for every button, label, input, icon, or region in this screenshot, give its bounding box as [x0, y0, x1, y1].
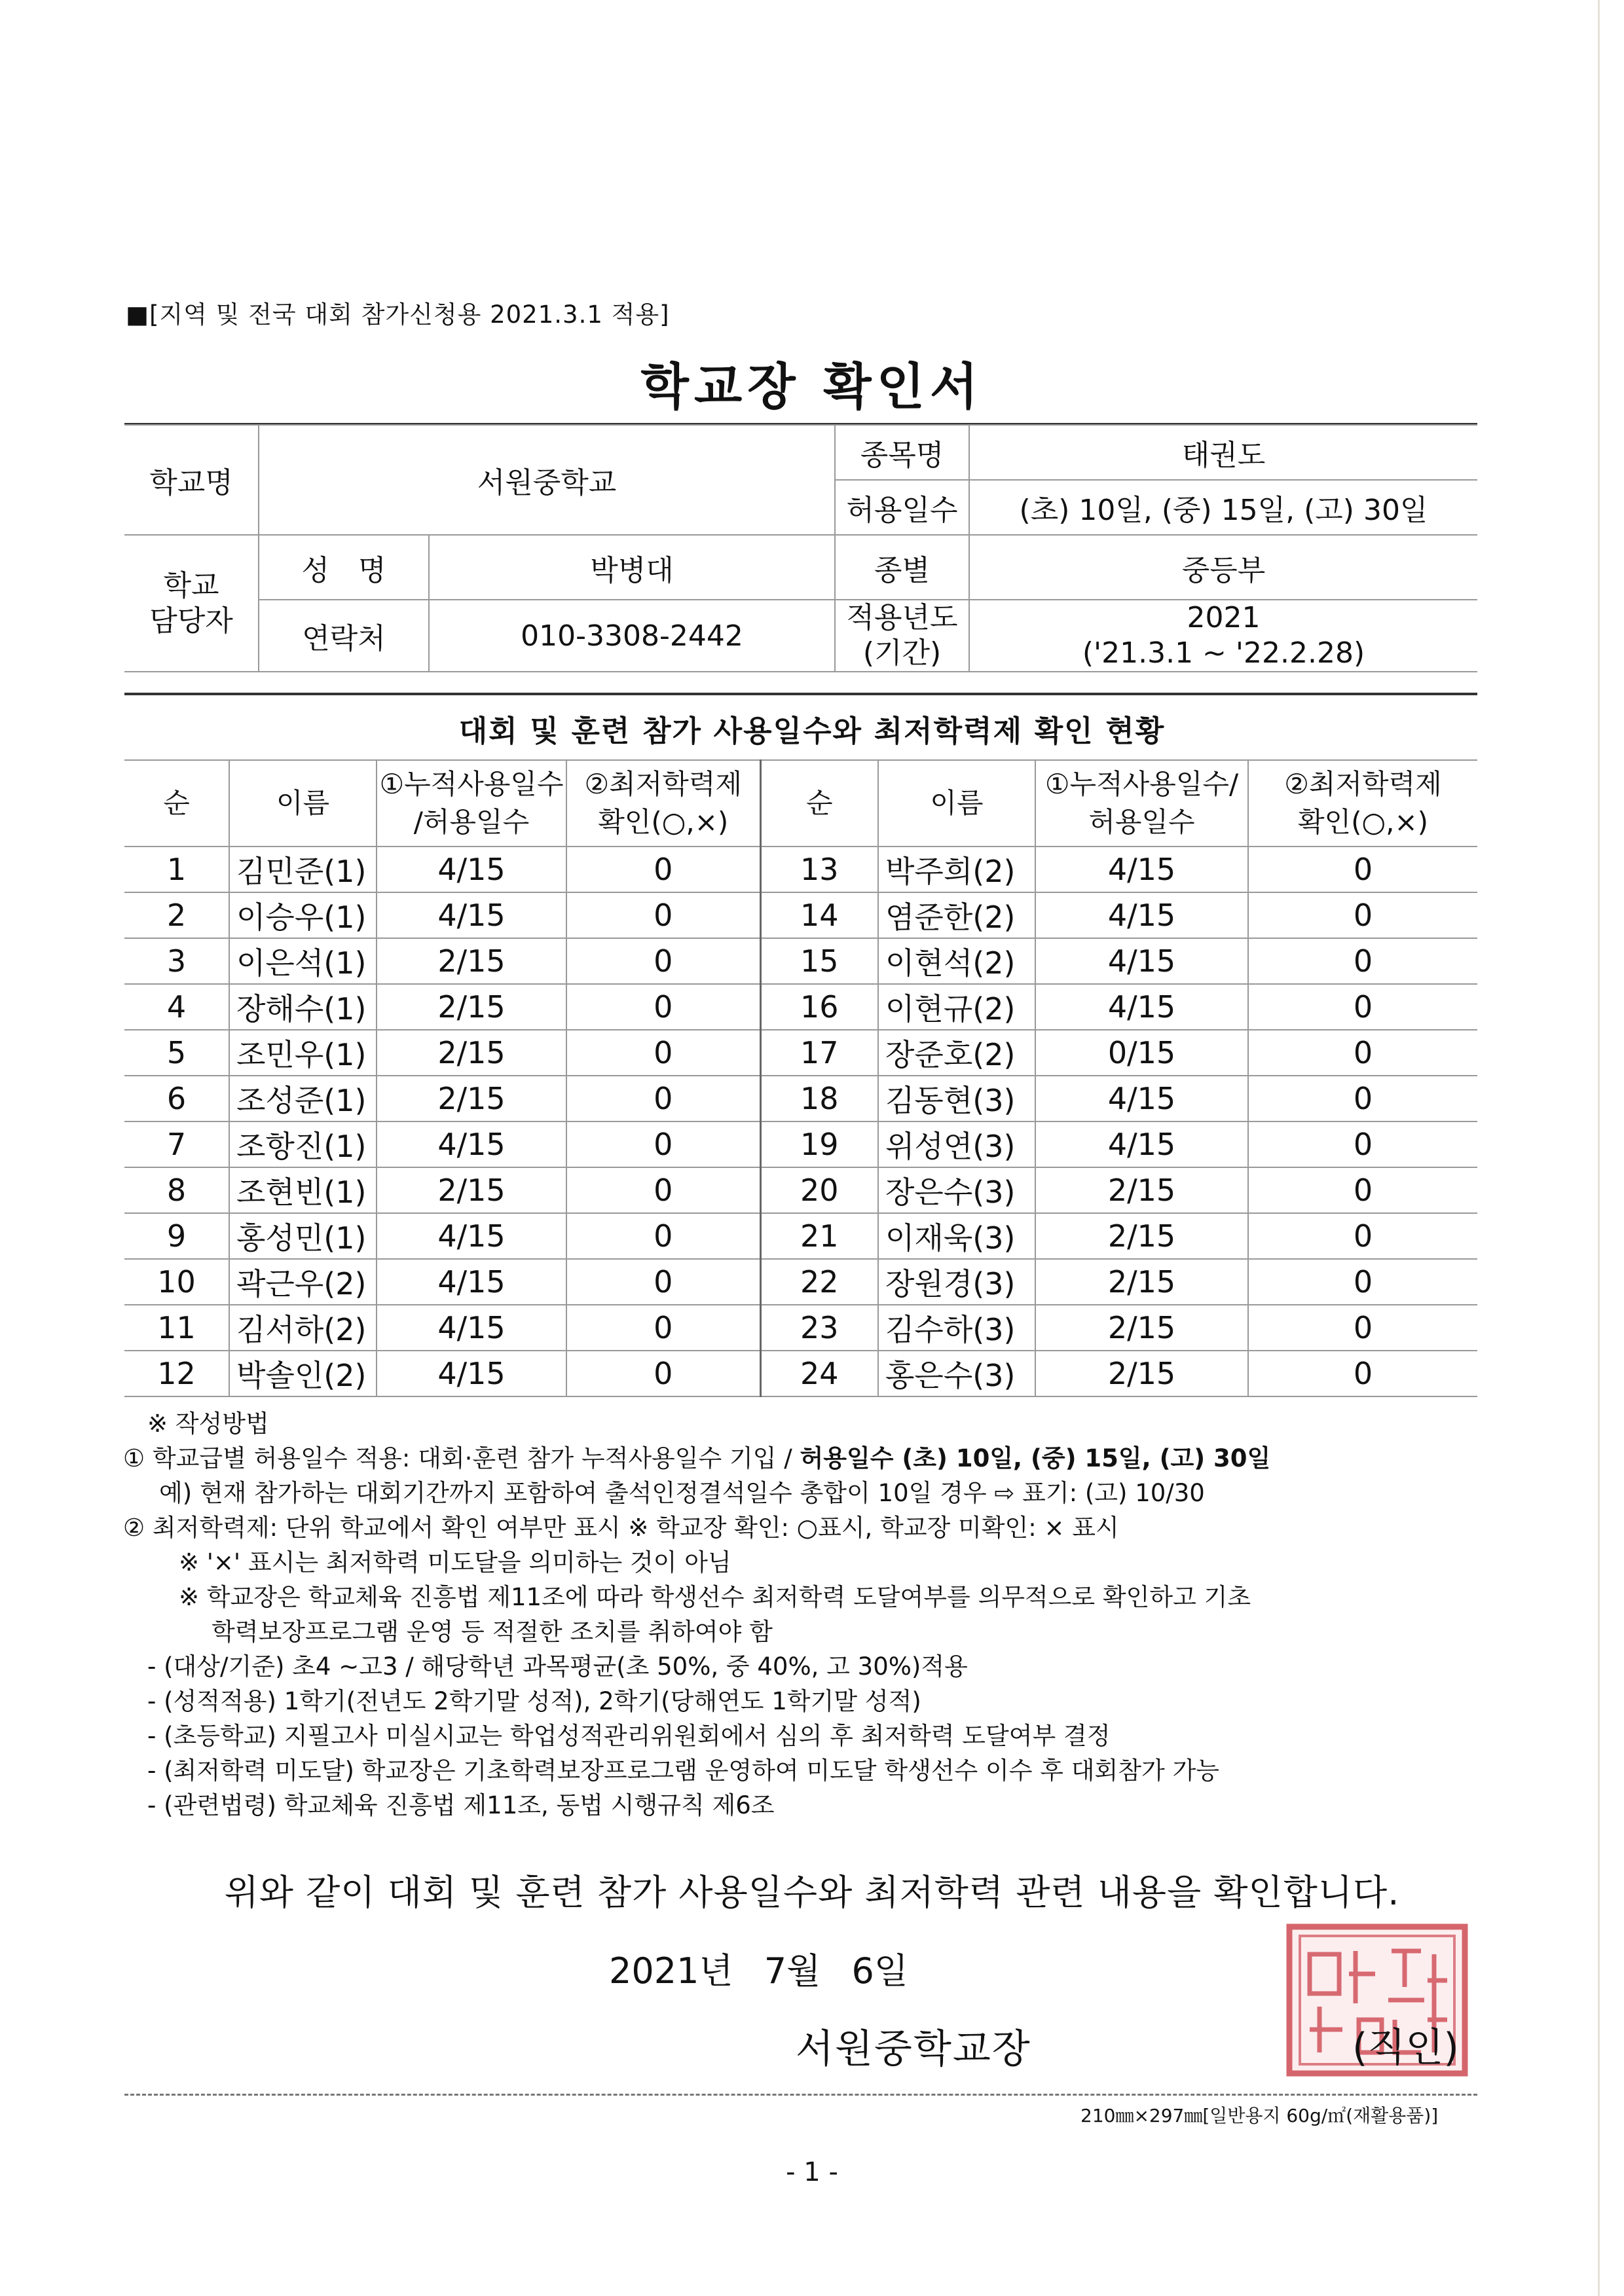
col-header-no: 순: [124, 760, 229, 847]
row-check-right: 0: [1248, 1076, 1477, 1121]
row-days-right: 4/15: [1035, 938, 1248, 984]
row-name-right: 박주희(2): [878, 847, 1035, 892]
row-no: 11: [124, 1305, 229, 1351]
apply-year-value: [969, 600, 1477, 672]
row-check: 0: [566, 1121, 760, 1167]
row-days-right: 4/15: [1035, 1121, 1248, 1167]
row-no-right: 15: [760, 938, 878, 984]
bottom-dashed-rule: [124, 2094, 1477, 2096]
row-name: 조항진(1): [229, 1121, 377, 1167]
apply-year-label-line1: 적용년도: [846, 601, 958, 634]
col-header-days-right-line1: ①누적사용일수/: [1044, 768, 1239, 800]
row-no-right: 24: [760, 1351, 878, 1396]
row-no: 7: [124, 1121, 229, 1167]
col-header-days-line1: ①누적사용일수: [379, 768, 564, 800]
row-name-right: 이현석(2): [878, 938, 1035, 984]
manager-label: [124, 535, 259, 672]
detail-target: - (대상/기준) 초4 ~고3 / 해당학년 과목평균(초 50%, 중 40%, 고 30%)적용: [147, 1652, 968, 1681]
allowed-days-value: (초) 10일, (중) 15일, (고) 30일: [969, 480, 1477, 535]
col-header-days-right: [1035, 760, 1248, 847]
row-name-right: 위성연(3): [878, 1121, 1035, 1167]
student-rows: [124, 847, 1477, 1396]
contact-value: 010-3308-2442: [429, 600, 835, 672]
note-3: ※ '×' 표시는 최저학력 미도달을 의미하는 것이 아님: [179, 1548, 731, 1576]
row-days: 4/15: [377, 1305, 566, 1351]
row-name-right: 장은수(3): [878, 1167, 1035, 1213]
col-header-check-right: [1248, 760, 1477, 847]
row-name-right: 김동현(3): [878, 1076, 1035, 1121]
row-check-right: 0: [1248, 1030, 1477, 1076]
form-usage-label: ■[지역 및 전국 대회 참가신청용 2021.3.1 적용]: [126, 301, 670, 329]
detail-elementary: - (초등학교) 지필고사 미실시교는 학업성적관리위원회에서 심의 후 최저학력 도달여부 결정: [147, 1722, 1111, 1750]
row-check: 0: [566, 938, 760, 984]
row-days-right: 2/15: [1035, 1259, 1248, 1305]
row-days: 2/15: [377, 984, 566, 1030]
note-1-text: ① 학교급별 허용일수 적용: 대회·훈련 참가 누적사용일수 기입 /: [123, 1444, 800, 1472]
row-check: 0: [566, 1076, 760, 1121]
row-name: 이은석(1): [229, 938, 377, 984]
student-table: [124, 759, 1477, 1397]
school-name-value: 서원중학교: [259, 425, 835, 535]
row-no: 6: [124, 1076, 229, 1121]
allowed-days-label: 허용일수: [835, 480, 969, 535]
row-no-right: 22: [760, 1259, 878, 1305]
row-days: 4/15: [377, 1121, 566, 1167]
row-no: 2: [124, 892, 229, 938]
col-header-name-right: 이름: [878, 760, 1035, 847]
col-header-check: [566, 760, 760, 847]
table-row: [124, 1351, 1477, 1396]
row-no-right: 20: [760, 1167, 878, 1213]
row-days-right: 2/15: [1035, 1305, 1248, 1351]
apply-year-label: [835, 600, 969, 672]
row-check: 0: [566, 1351, 760, 1396]
row-name-right: 염준한(2): [878, 892, 1035, 938]
row-days: 4/15: [377, 1351, 566, 1396]
row-days: 4/15: [377, 1259, 566, 1305]
row-check-right: 0: [1248, 1213, 1477, 1259]
table-header-row: [124, 760, 1477, 847]
row-check: 0: [566, 892, 760, 938]
col-header-no-right: 순: [760, 760, 878, 847]
row-days: 2/15: [377, 1076, 566, 1121]
row-days-right: 0/15: [1035, 1030, 1248, 1076]
table-row: [124, 1030, 1477, 1076]
contact-label: 연락처: [259, 600, 429, 672]
row-no: 9: [124, 1213, 229, 1259]
row-days: 4/15: [377, 892, 566, 938]
table-row: [124, 1167, 1477, 1213]
col-header-days-line2: /허용일수: [413, 806, 530, 838]
row-name-right: 이현규(2): [878, 984, 1035, 1030]
school-name-label: 학교명: [124, 425, 259, 535]
row-name-right: 홍은수(3): [878, 1351, 1035, 1396]
header-bottom-rule: [124, 693, 1477, 695]
row-no-right: 19: [760, 1121, 878, 1167]
row-name: 장해수(1): [229, 984, 377, 1030]
row-check: 0: [566, 1305, 760, 1351]
detail-related-law: - (관련법령) 학교체육 진흥법 제11조, 동법 시행규칙 제6조: [147, 1791, 775, 1819]
row-name: 조성준(1): [229, 1076, 377, 1121]
row-name: 이승우(1): [229, 892, 377, 938]
table-row: [124, 892, 1477, 938]
row-no: 12: [124, 1351, 229, 1396]
row-name: 김서하(2): [229, 1305, 377, 1351]
apply-year-label-line2: (기간): [862, 636, 942, 670]
row-name: 박솔인(2): [229, 1351, 377, 1396]
row-check: 0: [566, 1167, 760, 1213]
row-name-right: 장준호(2): [878, 1030, 1035, 1076]
sport-label: 종목명: [835, 425, 969, 480]
table-row: [124, 1259, 1477, 1305]
confirmation-date: 2021년 7월 6일: [609, 1950, 908, 1992]
document-title: 학교장 확인서: [640, 357, 984, 416]
note-1: [123, 1441, 1498, 1476]
col-header-days-right-line2: 허용일수: [1088, 806, 1195, 838]
col-header-check-right-line1: ②최저학력제: [1284, 768, 1442, 800]
paper-edge: [1598, 0, 1600, 2296]
row-days: 4/15: [377, 1213, 566, 1259]
col-header-check-right-line2: 확인(○,×): [1297, 806, 1429, 838]
table-row: [124, 1213, 1477, 1259]
note-1-bold: 허용일수 (초) 10일, (중) 15일, (고) 30일: [800, 1444, 1271, 1472]
row-check-right: 0: [1248, 1167, 1477, 1213]
table-row: [124, 938, 1477, 984]
row-no-right: 14: [760, 892, 878, 938]
row-check-right: 0: [1248, 847, 1477, 892]
row-no: 3: [124, 938, 229, 984]
row-check: 0: [566, 847, 760, 892]
row-no-right: 16: [760, 984, 878, 1030]
col-header-check-line2: 확인(○,×): [598, 806, 729, 838]
col-header-name: 이름: [229, 760, 377, 847]
seal-label: (직인): [1352, 2025, 1459, 2071]
row-days: 4/15: [377, 847, 566, 892]
apply-period: ('21.3.1 ~ '22.2.28): [1082, 636, 1365, 670]
row-check-right: 0: [1248, 1305, 1477, 1351]
row-name: 홍성민(1): [229, 1213, 377, 1259]
row-check-right: 0: [1248, 1351, 1477, 1396]
row-name-right: 장원경(3): [878, 1259, 1035, 1305]
row-days-right: 4/15: [1035, 847, 1248, 892]
row-check: 0: [566, 1213, 760, 1259]
row-check: 0: [566, 984, 760, 1030]
row-days-right: 2/15: [1035, 1167, 1248, 1213]
row-days-right: 2/15: [1035, 1213, 1248, 1259]
row-days-right: 4/15: [1035, 892, 1248, 938]
confirmation-statement: 위와 같이 대회 및 훈련 참가 사용일수와 최저학력 관련 내용을 확인합니다.: [224, 1872, 1400, 1913]
row-name: 곽근우(2): [229, 1259, 377, 1305]
note-4-continued: 학력보장프로그램 운영 등 적절한 조치를 취하여야 함: [212, 1618, 773, 1646]
row-no: 8: [124, 1167, 229, 1213]
detail-below-minimum: - (최저학력 미도달) 학교장은 기초학력보장프로그램 운영하여 미도달 학생선수 이수 후 대회참가 가능: [147, 1757, 1220, 1785]
note-1-example: 예) 현재 참가하는 대회기간까지 포함하여 출석인정결석일수 총합이 10일 경우 ⇨ 표기: (고) 10/30: [159, 1479, 1205, 1507]
row-name-right: 김수하(3): [878, 1305, 1035, 1351]
row-name: 조현빈(1): [229, 1167, 377, 1213]
manager-name-value: 박병대: [429, 535, 835, 600]
row-no: 4: [124, 984, 229, 1030]
division-value: 중등부: [969, 535, 1477, 600]
row-days-right: 2/15: [1035, 1351, 1248, 1396]
row-no-right: 23: [760, 1305, 878, 1351]
note-2: ② 최저학력제: 단위 학교에서 확인 여부만 표시 ※ 학교장 확인: ○표시, 학교장 미확인: × 표시: [123, 1514, 1119, 1542]
sport-value: 태권도: [969, 425, 1477, 480]
row-check: 0: [566, 1030, 760, 1076]
row-name: 조민우(1): [229, 1030, 377, 1076]
row-no: 10: [124, 1259, 229, 1305]
school-info-table: [124, 424, 1477, 672]
col-header-days: [377, 760, 566, 847]
row-no: 1: [124, 847, 229, 892]
row-check-right: 0: [1248, 984, 1477, 1030]
row-check-right: 0: [1248, 1259, 1477, 1305]
writing-instructions: [123, 1406, 1498, 1823]
row-days-right: 4/15: [1035, 984, 1248, 1030]
row-no-right: 17: [760, 1030, 878, 1076]
manager-label-line2: 담당자: [149, 604, 233, 638]
row-name: 김민준(1): [229, 847, 377, 892]
table-row: [124, 1121, 1477, 1167]
row-no-right: 21: [760, 1213, 878, 1259]
table-row: [124, 1305, 1477, 1351]
manager-name-label: 성 명: [259, 535, 429, 600]
row-no: 5: [124, 1030, 229, 1076]
page-number: - 1 -: [786, 2157, 838, 2187]
table-row: [124, 1076, 1477, 1121]
row-check-right: 0: [1248, 1121, 1477, 1167]
row-check-right: 0: [1248, 938, 1477, 984]
row-check-right: 0: [1248, 892, 1477, 938]
col-header-check-line1: ②최저학력제: [584, 768, 742, 800]
row-days: 2/15: [377, 938, 566, 984]
notes-heading: ※ 작성방법: [147, 1410, 269, 1438]
detail-grades: - (성적적용) 1학기(전년도 2학기말 성적), 2학기(당해연도 1학기말 성적): [147, 1687, 921, 1715]
row-name-right: 이재욱(3): [878, 1213, 1035, 1259]
paper-spec: 210㎜×297㎜[일반용지 60g/㎡(재활용품)]: [1080, 2105, 1439, 2126]
apply-year: 2021: [1187, 601, 1261, 634]
row-no-right: 18: [760, 1076, 878, 1121]
row-days: 2/15: [377, 1167, 566, 1213]
row-check: 0: [566, 1259, 760, 1305]
note-4: ※ 학교장은 학교체육 진흥법 제11조에 따라 학생선수 최저학력 도달여부를 의무적으로 확인하고 기초: [179, 1583, 1251, 1611]
table-row: [124, 984, 1477, 1030]
row-no-right: 13: [760, 847, 878, 892]
row-days: 2/15: [377, 1030, 566, 1076]
division-label: 종별: [835, 535, 969, 600]
section-title: 대회 및 훈련 참가 사용일수와 최저학력제 확인 현황: [458, 714, 1166, 748]
principal-title: 서원중학교장: [796, 2026, 1031, 2072]
manager-label-line1: 학교: [163, 568, 219, 602]
table-row: [124, 847, 1477, 892]
row-days-right: 4/15: [1035, 1076, 1248, 1121]
